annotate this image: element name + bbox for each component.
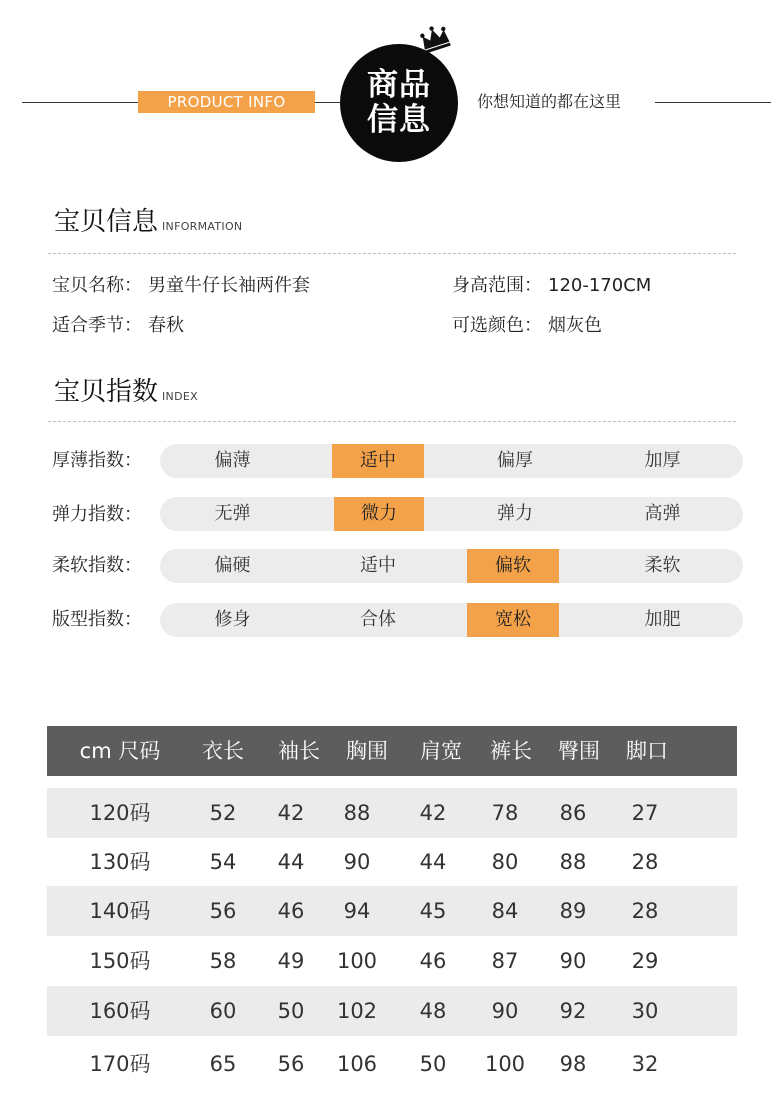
info-divider [48,253,736,254]
measure-cell: 84 [491,899,519,923]
column-header: 胸围 [346,739,388,763]
measure-cell: 65 [209,1052,237,1076]
measure-cell: 30 [631,999,659,1023]
badge-line-1: 商品 [367,67,431,103]
measure-cell: 54 [209,850,237,874]
size-cell: 140码 [89,899,151,923]
column-header: cm 尺码 [79,739,161,763]
column-header: 臀围 [558,739,600,763]
measure-cell: 27 [631,801,659,825]
measure-cell: 90 [343,850,371,874]
table-row [47,886,737,936]
measure-cell: 42 [277,801,305,825]
measure-cell: 86 [559,801,587,825]
size-cell: 120码 [89,801,151,825]
size-cell: 130码 [89,850,151,874]
index-bar-fit [160,603,743,637]
field-value: 烟灰色 [548,315,602,336]
measure-cell: 60 [209,999,237,1023]
header-rule-left [22,102,138,103]
column-header: 裤长 [490,739,532,763]
measure-cell: 87 [491,949,519,973]
index-option: 偏硬 [214,555,251,576]
header-tagline: 你想知道的都在这里 [477,92,622,111]
measure-cell: 90 [559,949,587,973]
measure-cell: 46 [277,899,305,923]
size-cell: 160码 [89,999,151,1023]
info-subtitle: INFORMATION [162,220,243,233]
field-label: 适合季节： [52,315,142,336]
measure-cell: 49 [277,949,305,973]
measure-cell: 32 [631,1052,659,1076]
field-label: 身高范围： [452,275,542,296]
measure-cell: 100 [336,949,378,973]
table-row [47,788,737,838]
measure-cell: 89 [559,899,587,923]
measure-cell: 50 [419,1052,447,1076]
index-option: 柔软 [644,555,681,576]
size-cell: 170码 [89,1052,151,1076]
field-value: 春秋 [148,315,184,336]
measure-cell: 42 [419,801,447,825]
table-row [47,837,737,887]
column-header: 肩宽 [420,739,462,763]
measure-cell: 80 [491,850,519,874]
product-info-label: PRODUCT INFO [138,91,315,113]
field-value: 男童牛仔长袖两件套 [148,275,310,296]
measure-cell: 28 [631,899,659,923]
index-label-thickness: 厚薄指数： [52,450,142,471]
measure-cell: 100 [484,1052,526,1076]
measure-cell: 102 [336,999,378,1023]
field-color [452,314,602,338]
field-product-name [52,274,310,298]
index-label-elasticity: 弹力指数： [52,504,142,525]
index-option: 修身 [214,609,251,630]
field-label: 宝贝名称： [52,275,142,296]
index-label-fit: 版型指数： [52,609,142,630]
table-row [47,936,737,986]
header-rule-right [655,102,771,103]
index-option: 无弹 [214,503,251,524]
badge-line-2: 信息 [367,102,431,138]
field-height-range [452,274,651,298]
measure-cell: 94 [343,899,371,923]
column-header: 袖长 [278,739,320,763]
measure-cell: 88 [343,801,371,825]
field-label: 可选颜色： [452,315,542,336]
index-option: 弹力 [497,503,533,524]
index-option: 加肥 [644,609,681,630]
index-bar-elasticity [160,497,743,531]
table-row [47,986,737,1036]
measure-cell: 78 [491,801,519,825]
measure-cell: 48 [419,999,447,1023]
index-divider [48,421,736,422]
index-bar-thickness [160,444,743,478]
index-option-selected: 适中 [332,444,424,478]
field-season [52,314,184,338]
measure-cell: 106 [336,1052,378,1076]
measure-cell: 28 [631,850,659,874]
index-option: 偏薄 [214,450,251,471]
index-option: 加厚 [644,450,681,471]
column-header: 脚口 [626,739,668,763]
measure-cell: 58 [209,949,237,973]
measure-cell: 98 [559,1052,587,1076]
index-option: 适中 [360,555,396,576]
measure-cell: 90 [491,999,519,1023]
index-title-text: 宝贝指数 [54,377,159,407]
measure-cell: 45 [419,899,447,923]
index-subtitle: INDEX [162,390,198,403]
size-cell: 150码 [89,949,151,973]
index-option-selected: 微力 [334,497,424,531]
index-option-selected: 宽松 [467,603,559,637]
index-option: 偏厚 [497,450,533,471]
index-section-title [54,376,198,413]
header-rule-left-2 [315,102,340,103]
info-title-text: 宝贝信息 [54,207,159,237]
field-value: 120-170CM [548,275,652,296]
measure-cell: 56 [277,1052,305,1076]
measure-cell: 44 [419,850,447,874]
measure-cell: 52 [209,801,237,825]
size-table-header [47,726,737,776]
index-option: 合体 [360,609,396,630]
measure-cell: 92 [559,999,587,1023]
info-section-title [54,206,242,243]
index-label-softness: 柔软指数： [52,555,142,576]
measure-cell: 46 [419,949,447,973]
index-bar-softness [160,549,743,583]
measure-cell: 56 [209,899,237,923]
measure-cell: 44 [277,850,305,874]
index-option-selected: 偏软 [467,549,559,583]
measure-cell: 50 [277,999,305,1023]
product-info-badge [340,44,458,162]
measure-cell: 88 [559,850,587,874]
index-option: 高弹 [644,503,681,524]
measure-cell: 29 [631,949,659,973]
column-header: 衣长 [202,739,244,763]
table-row [47,1039,737,1089]
